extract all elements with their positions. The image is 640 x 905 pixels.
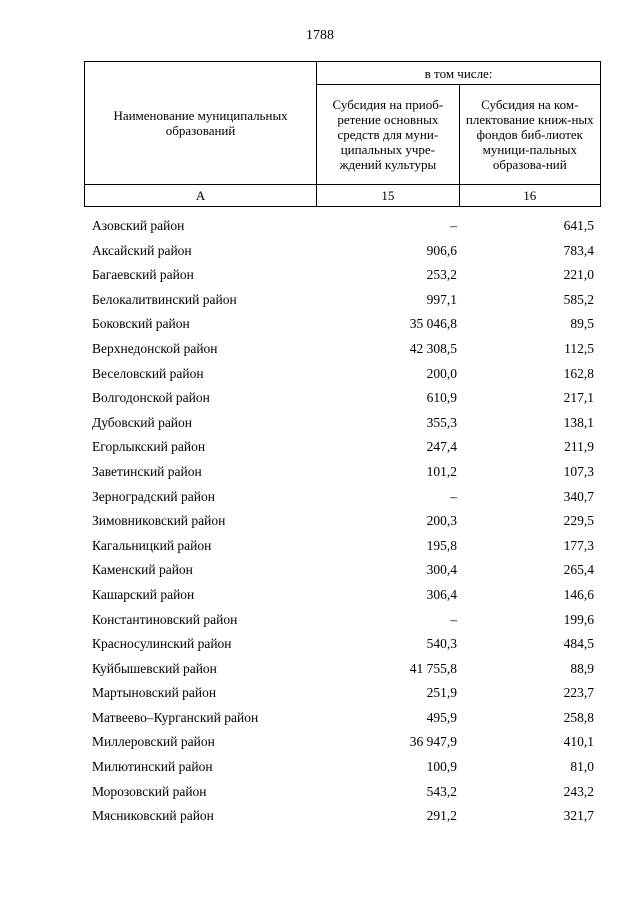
header-index-a: А [85, 185, 317, 207]
row-value-15: 195,8 [426, 537, 457, 553]
row-value-16: 88,9 [570, 660, 594, 676]
header-col-16: Субсидия на ком-плектование книж-ных фондов биб-лиотек муници-пальных образова-ний [459, 85, 600, 185]
row-value-15: 495,9 [426, 709, 457, 725]
row-value-16: 585,2 [563, 291, 594, 307]
row-value-15: 101,2 [426, 463, 457, 479]
row-value-15: 291,2 [426, 808, 457, 824]
table-row [84, 804, 601, 829]
row-name: Каменский район [92, 562, 193, 578]
row-name: Куйбышевский район [92, 660, 217, 676]
table-row [84, 509, 601, 534]
row-name: Верхнедонской район [92, 340, 218, 356]
row-name: Азовский район [92, 218, 185, 233]
row-value-16: 162,8 [563, 365, 594, 381]
row-value-16: 146,6 [563, 586, 594, 602]
table-row [84, 485, 601, 510]
row-value-16: 199,6 [563, 611, 594, 627]
row-name: Морозовский район [92, 783, 207, 799]
table-row [84, 608, 601, 633]
row-name: Матвеево–Курганский район [92, 709, 259, 725]
row-name: Константиновский район [92, 611, 238, 627]
row-name: Багаевский район [92, 267, 194, 283]
table-row [84, 263, 601, 288]
table-row [84, 214, 601, 239]
row-value-16: 217,1 [563, 390, 594, 406]
header-name-column: Наименование муниципальных образований [85, 62, 317, 185]
row-value-15: 997,1 [426, 291, 457, 307]
row-name: Зимовниковский район [92, 513, 226, 529]
row-value-15: 36 947,9 [409, 734, 457, 750]
table-row [84, 312, 601, 337]
row-value-16: 138,1 [563, 414, 594, 430]
row-name: Мясниковский район [92, 808, 214, 824]
row-name: Кагальницкий район [92, 537, 212, 553]
table-row [84, 657, 601, 682]
row-name: Кашарский район [92, 586, 195, 602]
table-row [84, 411, 601, 436]
header-col-15: Субсидия на приоб-ретение основных средств для муни-ципальных учре-ждений культуры [317, 85, 459, 185]
table-row [84, 239, 601, 264]
row-value-16: 89,5 [570, 316, 594, 332]
row-name: Милютинский район [92, 759, 213, 775]
row-value-15: 300,4 [426, 562, 457, 578]
row-value-15: 247,4 [426, 439, 457, 455]
table-row [84, 558, 601, 583]
row-name: Зерноградский район [92, 488, 215, 504]
row-value-15: 355,3 [426, 414, 457, 430]
table-row [84, 632, 601, 657]
row-value-16: 265,4 [563, 562, 594, 578]
row-value-16: 321,7 [563, 808, 594, 824]
table-row [84, 755, 601, 780]
row-value-16: 258,8 [563, 709, 594, 725]
table-row [84, 362, 601, 387]
row-name: Боковский район [92, 316, 190, 332]
row-name: Миллеровский район [92, 734, 215, 750]
table-row [84, 337, 601, 362]
table-row [84, 534, 601, 559]
table-row [84, 386, 601, 411]
page-number: 1788 [306, 28, 334, 43]
header-index-16: 16 [459, 185, 600, 207]
row-value-16: 221,0 [563, 267, 594, 283]
row-value-16: 641,5 [563, 218, 594, 233]
table-row [84, 435, 601, 460]
row-value-16: 107,3 [563, 463, 594, 479]
table-row [84, 583, 601, 608]
row-value-16: 229,5 [563, 513, 594, 529]
row-name: Веселовский район [92, 365, 204, 381]
row-value-15: 41 755,8 [409, 660, 457, 676]
row-value-15: 253,2 [426, 267, 457, 283]
row-name: Волгодонской район [92, 390, 210, 406]
row-name: Белокалитвинский район [92, 291, 237, 307]
row-value-15: 610,9 [426, 390, 457, 406]
row-value-16: 243,2 [563, 783, 594, 799]
row-value-15: 200,3 [426, 513, 457, 529]
row-name: Мартыновский район [92, 685, 217, 701]
table-body [84, 214, 601, 829]
row-value-15: 306,4 [426, 586, 457, 602]
row-value-15: 42 308,5 [409, 340, 457, 356]
table-row [84, 288, 601, 313]
row-value-15: 35 046,8 [409, 316, 457, 332]
row-value-16: 177,3 [563, 537, 594, 553]
row-value-15: 543,2 [426, 783, 457, 799]
header-group-label: в том числе: [317, 62, 601, 85]
table-header [84, 61, 601, 207]
row-value-15: – [450, 218, 457, 233]
table-row [84, 730, 601, 755]
row-value-15: – [450, 611, 457, 627]
row-value-16: 783,4 [563, 242, 594, 258]
table-row [84, 780, 601, 805]
row-value-16: 81,0 [570, 759, 594, 775]
row-value-16: 112,5 [564, 340, 594, 356]
row-value-15: 251,9 [426, 685, 457, 701]
row-value-16: 223,7 [563, 685, 594, 701]
row-value-15: – [450, 488, 457, 504]
row-value-16: 410,1 [563, 734, 594, 750]
row-value-16: 484,5 [563, 636, 594, 652]
row-value-15: 540,3 [426, 636, 457, 652]
table-row [84, 681, 601, 706]
row-name: Заветинский район [92, 463, 202, 479]
row-value-15: 906,6 [426, 242, 457, 258]
row-value-16: 340,7 [563, 488, 594, 504]
header-index-15: 15 [317, 185, 459, 207]
row-name: Красносулинский район [92, 636, 232, 652]
row-value-15: 200,0 [426, 365, 457, 381]
table-row [84, 460, 601, 485]
table-row [84, 706, 601, 731]
row-name: Егорлыкский район [92, 439, 206, 455]
row-name: Аксайский район [92, 242, 192, 258]
row-value-15: 100,9 [426, 759, 457, 775]
row-name: Дубовский район [92, 414, 193, 430]
row-value-16: 211,9 [564, 439, 594, 455]
